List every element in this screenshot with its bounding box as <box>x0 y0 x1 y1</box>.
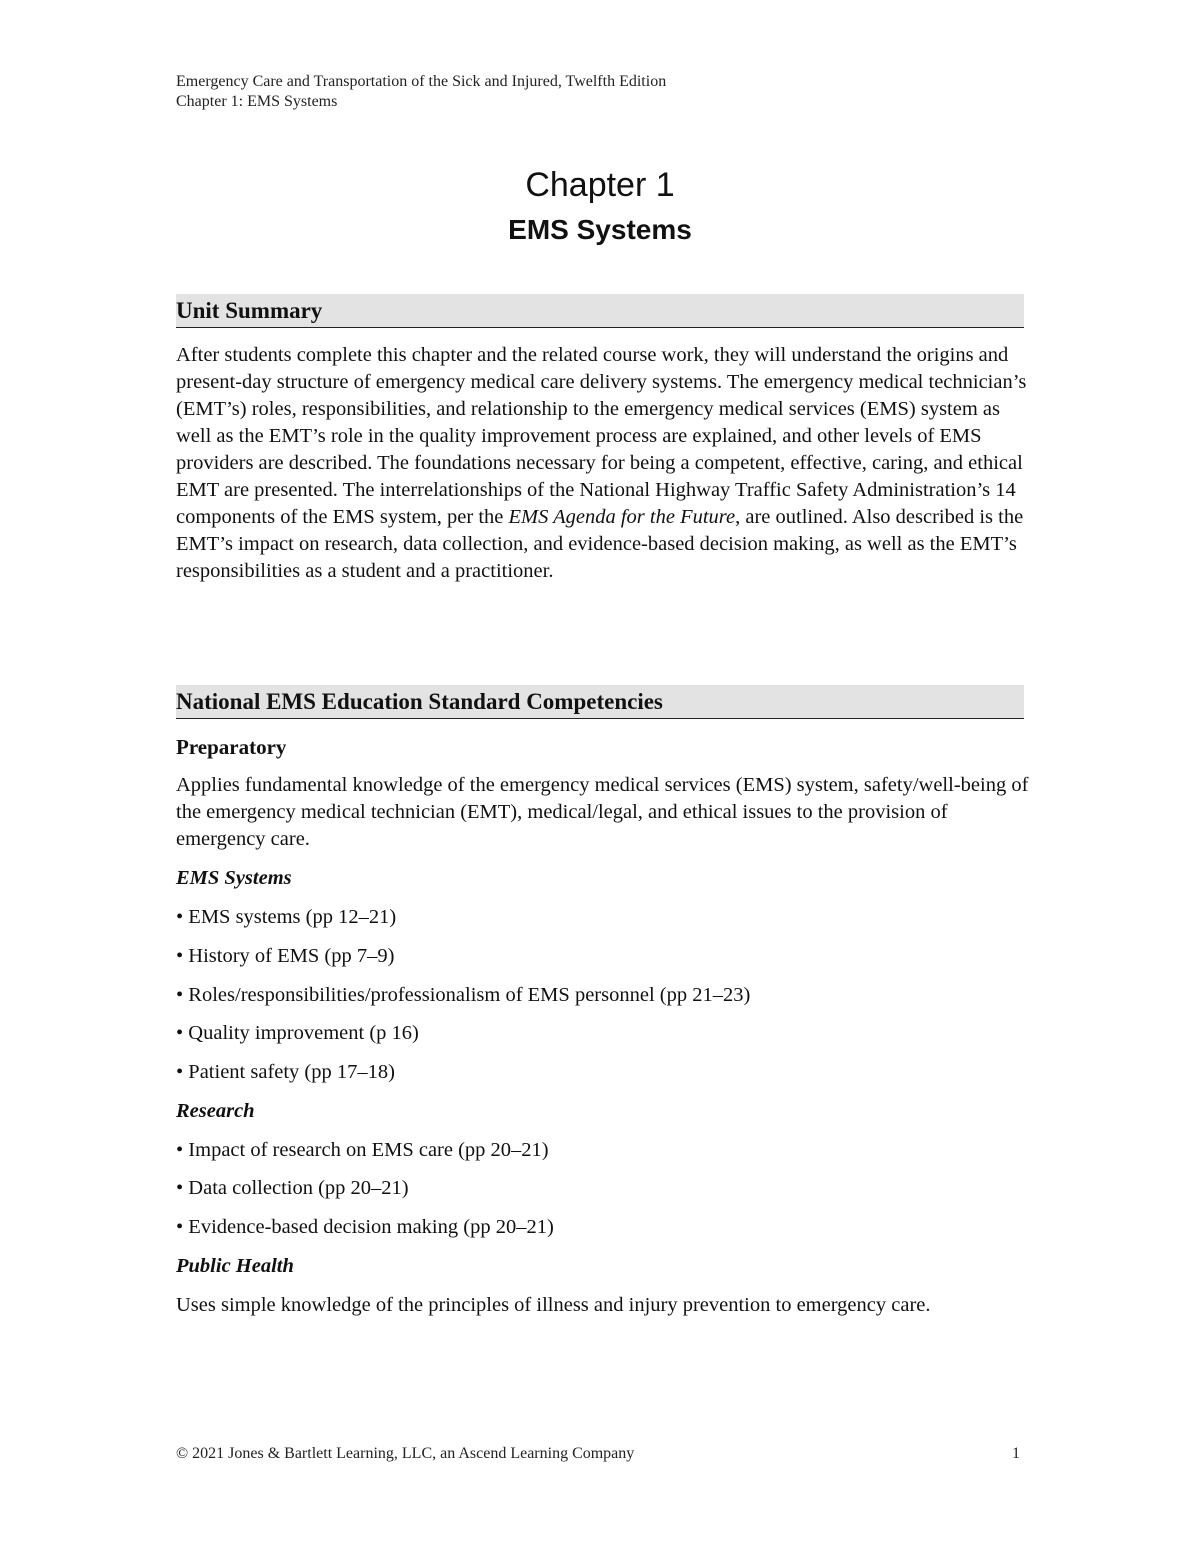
public-health-paragraph: Uses simple knowledge of the principles of illness and injury prevention to emergency care. <box>176 1294 931 1316</box>
running-header <box>176 72 666 112</box>
unit-summary-text-1: After students complete this chapter and the related course work, they will understand the origins and present-day structure of emergency medical care delivery systems. The emergency medical technician’s (EMT’s) roles, responsibilities, and relationship to the emergency medical services (EMS) system as well as the EMT’s role in the quality improvement process are explained, and other levels of EMS providers are described. The foundations necessary for being a competent, effective, caring, and ethical EMT are presented. The interrelationships of the National Highway Traffic Safety Administration’s 14 components of the EMS system, per the <box>176 344 1027 528</box>
list-item: • Patient safety (pp 17–18) <box>176 1061 395 1083</box>
header-chapter: Chapter 1: EMS Systems <box>176 93 338 110</box>
unit-summary-paragraph <box>176 342 1036 585</box>
unit-summary-text-2: , are outlined. Also described is the EMT’s impact on research, data collection, and evidence-based decision making, as well as the EMT’s responsibilities as a student and a practitioner. <box>176 506 1024 582</box>
preparatory-paragraph: Applies fundamental knowledge of the emergency medical services (EMS) system, safety/well-being of the emergency medical technician (EMT), medical/legal, and ethical issues to the provision of emergency care. <box>176 774 1029 850</box>
unit-summary-italic-title: EMS Agenda for the Future <box>508 506 736 528</box>
chapter-title: Chapter 1 <box>525 166 675 204</box>
research-heading: Research <box>176 1100 255 1122</box>
competencies-heading-bar <box>176 685 1024 719</box>
competencies-heading: National EMS Education Standard Competencies <box>176 689 663 714</box>
list-item: • Quality improvement (p 16) <box>176 1022 419 1044</box>
unit-summary-heading-bar <box>176 294 1024 328</box>
ems-systems-heading: EMS Systems <box>176 867 292 889</box>
list-item: • History of EMS (pp 7–9) <box>176 945 395 967</box>
header-book-title: Emergency Care and Transportation of the Sick and Injured, Twelfth Edition <box>176 73 667 90</box>
list-item: • Data collection (pp 20–21) <box>176 1177 409 1199</box>
chapter-subtitle: EMS Systems <box>508 214 692 245</box>
list-item: • Roles/responsibilities/professionalism of EMS personnel (pp 21–23) <box>176 984 751 1006</box>
page-number: 1 <box>1012 1445 1020 1462</box>
list-item: • Evidence-based decision making (pp 20–21) <box>176 1216 554 1238</box>
footer-copyright: © 2021 Jones & Bartlett Learning, LLC, an Ascend Learning Company <box>176 1445 635 1462</box>
unit-summary-heading: Unit Summary <box>176 298 323 323</box>
list-item: • EMS systems (pp 12–21) <box>176 906 397 928</box>
preparatory-heading: Preparatory <box>176 735 287 759</box>
public-health-heading: Public Health <box>176 1255 294 1277</box>
list-item: • Impact of research on EMS care (pp 20–21) <box>176 1139 549 1161</box>
